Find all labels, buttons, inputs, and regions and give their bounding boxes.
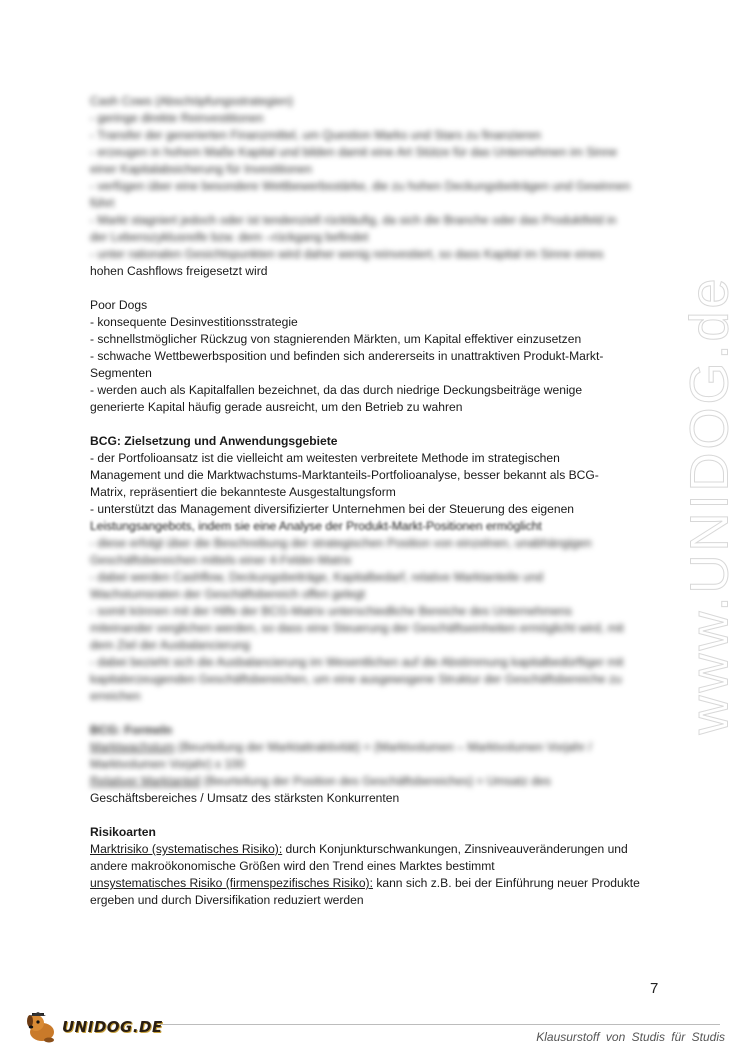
bcg-formeln-heading: BCG: Formeln: [90, 723, 172, 737]
risiko-term: unsystematisches Risiko (firmenspezifisches Risiko):: [90, 876, 373, 890]
text-line: der Lebenszyklusreife bzw. dem –rückgang befindet: [90, 230, 369, 244]
risiko-line: ergeben und durch Diversifikation reduziert werden: [90, 893, 364, 907]
blurred-cash-cows-section: [90, 93, 658, 263]
poor-dogs-item: Segmenten: [90, 366, 152, 380]
poor-dogs-item: - schnellstmöglicher Rückzug von stagnierenden Märkten, um Kapital effektiver einzusetzen: [90, 332, 582, 346]
text-line: Cash Cows (Abschöpfungsstrategien): [90, 94, 294, 108]
text-line: dem Ziel der Ausbalancierung: [90, 638, 250, 652]
formel-term: Marktwachstum: [90, 740, 175, 754]
bcg-ziel-heading: BCG: Zielsetzung und Anwendungsgebiete: [90, 434, 338, 448]
page-number: 7: [650, 980, 659, 997]
unidog-logo[interactable]: [22, 1010, 163, 1044]
page-content: [90, 93, 658, 909]
poor-dogs-item: - werden auch als Kapitalfallen bezeichnet, da das durch niedrige Deckungsbeiträge wenige: [90, 383, 583, 397]
bcg-ziel-item: Matrix, repräsentiert die bekannteste Ausgestaltungsform: [90, 485, 396, 499]
text-line: - Markt stagniert jedoch oder ist tendenziell rückläufig, da sich die Branche oder das Produktfeld in: [90, 213, 617, 227]
footer-slogan: Klausurstoff von Studis für Studis: [536, 1030, 725, 1044]
formeln-tail-line: Geschäftsbereiches / Umsatz des stärksten Konkurrenten: [90, 791, 400, 805]
formel-line: [90, 739, 658, 756]
bcg-ziel-item: Management und die Marktwachstums-Marktanteils-Portfolioanalyse, besser bekannt als BCG-: [90, 468, 599, 482]
formel-line: Marktvolumen Vorjahr) x 100: [90, 757, 245, 771]
watermark-text: www.UNIDOG.de: [680, 275, 740, 735]
watermark: [665, 270, 750, 740]
poor-dogs-item: generierte Kapital häufig gerade ausreicht, um den Betrieb zu wahren: [90, 400, 463, 414]
poor-dogs-item: - schwache Wettbewerbsposition und befinden sich andererseits in unattraktiven Produkt-Markt-: [90, 349, 604, 363]
formel-term: Relativer Marktanteil: [90, 774, 201, 788]
text-line: Geschäftsbereichen mittels einer 4-Felder-Matrix: [90, 553, 352, 567]
text-line: - dabei werden Cashflow, Deckungsbeiträge, Kapitalbedarf, relative Marktanteile und: [90, 570, 544, 584]
risiko-term: Marktrisiko (systematisches Risiko):: [90, 842, 283, 856]
bcg-ziel-item: - unterstützt das Management diversifizierter Unternehmen bei der Steuerung des eigenen: [90, 502, 575, 516]
formel-text: (Beurteilung der Marktattraktivität) = (Marktvolumen – Marktvolumen Vorjahr /: [174, 740, 592, 754]
poor-dogs-heading: Poor Dogs: [90, 298, 148, 312]
text-line: - erzeugen in hohem Maße Kapital und bilden damit eine Art Stütze für das Unternehmen im Sinne: [90, 145, 618, 159]
text-line: - diese erfolgt über die Beschreibung der strategischen Position von einzelnen, unabhängigen: [90, 536, 592, 550]
risiko-text: kann sich z.B. bei der Einführung neuer Produkte: [372, 876, 640, 890]
text-line: erreichen: [90, 689, 141, 703]
cash-cows-tail-line: hohen Cashflows freigesetzt wird: [90, 264, 268, 278]
bcg-ziel-half-blurred-line: Leistungsangebots, indem sie eine Analyse der Produkt-Markt-Positionen ermöglicht: [90, 519, 542, 533]
text-line: führt: [90, 196, 115, 210]
formel-line: [90, 773, 658, 790]
text-line: - geringe direkte Reinvestitionen: [90, 111, 264, 125]
text-line: miteinander verglichen werden, so dass eine Steuerung der Geschäftseinheiten ermöglicht wird, mit: [90, 621, 624, 635]
text-line: - Transfer der generierten Finanzmittel, um Question Marks und Stars zu finanzieren: [90, 128, 542, 142]
risiko-line: andere makroökonomische Größen wird den Trend eines Marktes bestimmt: [90, 859, 495, 873]
text-line: - unter rationalen Gesichtspunkten wird daher wenig reinvestiert, so dass Kapital im Sinne eines: [90, 247, 604, 261]
risikoarten-heading: Risikoarten: [90, 825, 156, 839]
text-line: - verfügen über eine besondere Wettbewerbsstärke, die zu hohen Deckungsbeiträgen und Gewinnen: [90, 179, 631, 193]
risiko-text: durch Konjunkturschwankungen, Zinsniveauveränderungen und: [282, 842, 628, 856]
footer-divider: [160, 1024, 720, 1025]
logo-text: UNIDOG.DE: [62, 1018, 163, 1036]
dog-mascot-icon: [22, 1010, 60, 1044]
poor-dogs-item: - konsequente Desinvestitionsstrategie: [90, 315, 298, 329]
bcg-ziel-item: - der Portfolioansatz ist die vielleicht am weitesten verbreitete Methode im strategischen: [90, 451, 560, 465]
blurred-bcg-section: [90, 535, 658, 790]
text-line: - dabei bezieht sich die Ausbalancierung im Wesentlichen auf die Abstimmung kapitalbedürftiger mit: [90, 655, 624, 669]
risiko-line: [90, 875, 658, 892]
formel-text: (Beurteilung der Position des Geschäftsbereiches) = Umsatz des: [200, 774, 551, 788]
text-line: einer Kapitalabsicherung für Investitionen: [90, 162, 312, 176]
text-line: kapitalerzeugenden Geschäftsbereichen, um eine ausgewogene Struktur der Geschäftsbereiche zu: [90, 672, 622, 686]
text-line: - somit können mit der Hilfe der BCG-Matrix unterschiedliche Bereiche des Unternehmens: [90, 604, 572, 618]
text-line: Wachstumsraten der Geschäftsbereich offen gelegt: [90, 587, 365, 601]
risiko-line: [90, 841, 658, 858]
